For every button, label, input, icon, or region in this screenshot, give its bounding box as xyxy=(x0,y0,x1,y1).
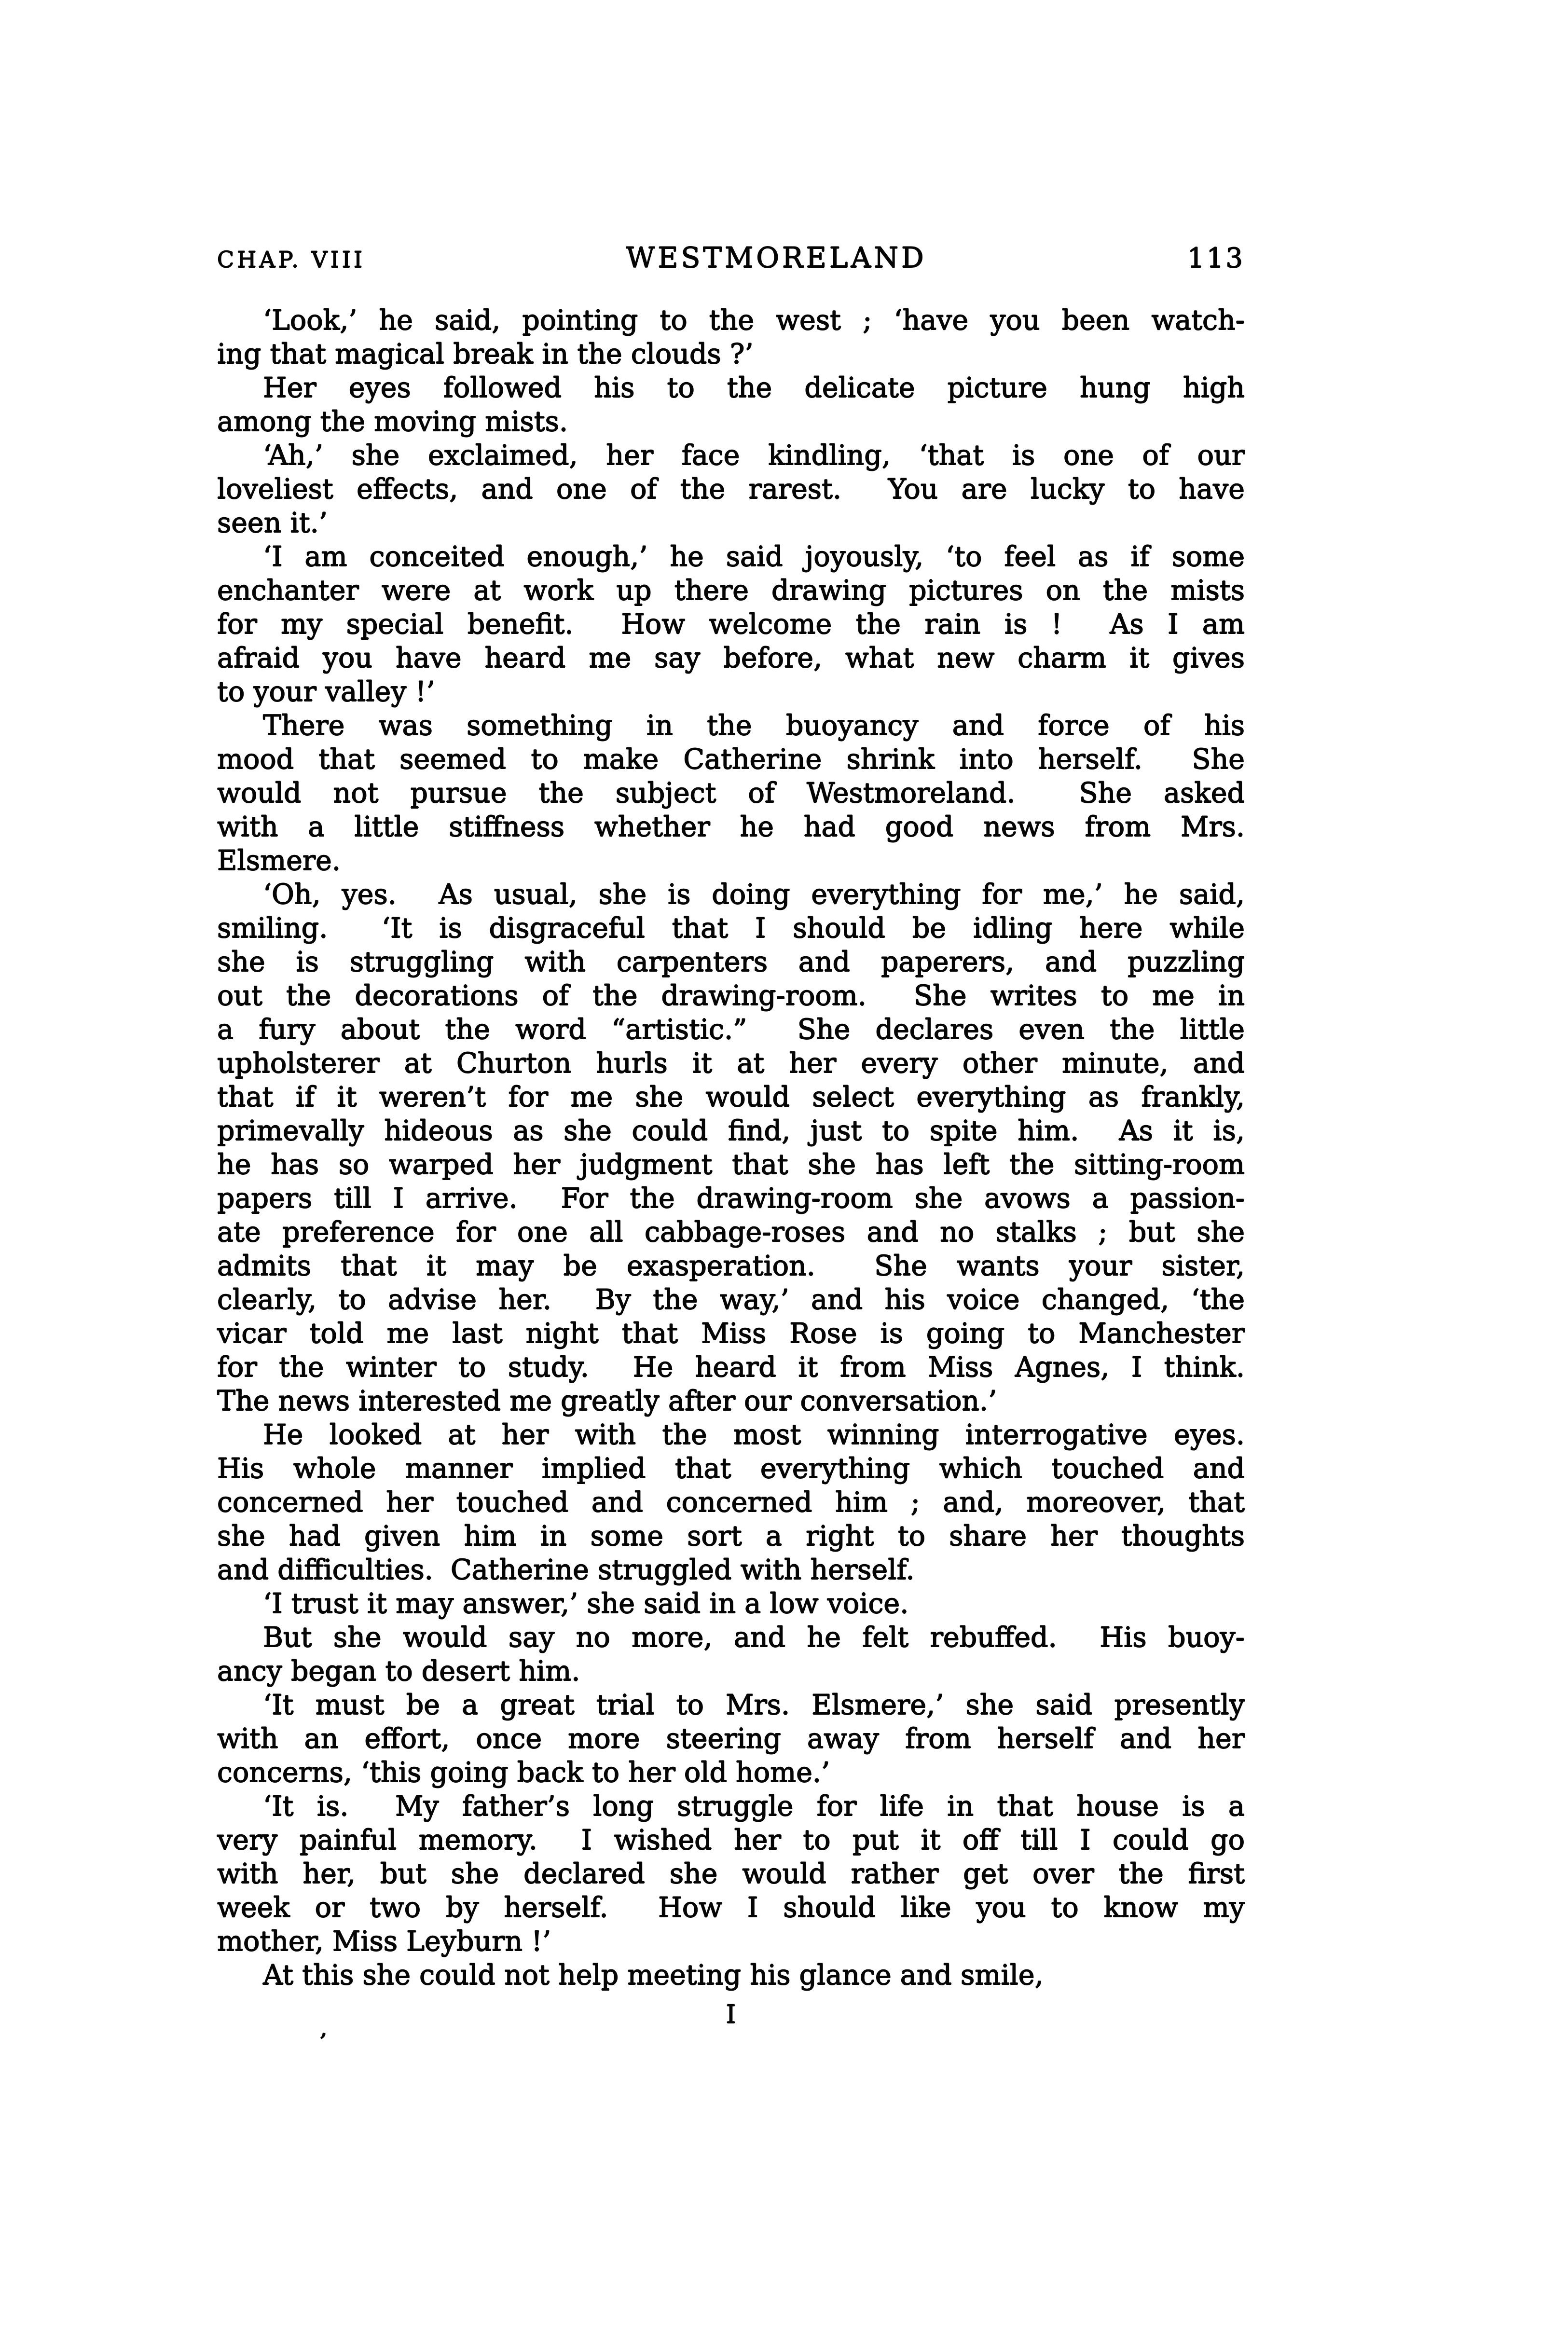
text-line: that if it weren’t for me she would select everything as frankly, xyxy=(217,1081,1245,1113)
text-line: But she would say no more, and he felt rebuffed. His buoy- xyxy=(263,1622,1245,1653)
chapter-label: CHAP. VIII xyxy=(217,247,366,273)
text-line: she had given him in some sort a right to share her thoughts xyxy=(217,1520,1245,1552)
text-line: smiling. ‘It is disgraceful that I should be idling here while xyxy=(217,912,1245,944)
text-line: papers till I arrive. For the drawing-room she avows a passion- xyxy=(217,1183,1245,1214)
text-line: he has so warped her judgment that she has left the sitting-room xyxy=(217,1149,1245,1181)
printer-signature-mark: I xyxy=(726,2000,736,2029)
text-line: and difficulties. Catherine struggled with herself. xyxy=(217,1554,915,1586)
text-line: primevally hideous as she could find, just to spite him. As it is, xyxy=(217,1115,1245,1147)
text-line: ancy began to desert him. xyxy=(217,1655,580,1687)
text-line: for the winter to study. He heard it from Miss Agnes, I think. xyxy=(217,1351,1245,1383)
text-line: ‘It must be a great trial to Mrs. Elsmere,’ she said presently xyxy=(263,1689,1245,1721)
text-line: enchanter were at work up there drawing pictures on the mists xyxy=(217,575,1245,606)
text-line: with an effort, once more steering away from herself and her xyxy=(217,1723,1245,1755)
text-line: He looked at her with the most winning interrogative eyes. xyxy=(263,1419,1245,1451)
text-line: mood that seemed to make Catherine shrink into herself. She xyxy=(217,743,1245,775)
text-line: seen it.’ xyxy=(217,507,328,539)
text-line: very painful memory. I wished her to put it off till I could go xyxy=(217,1824,1245,1856)
text-line: The news interested me greatly after our conversation.’ xyxy=(217,1385,997,1417)
text-line: concerned her touched and concerned him ; and, moreover, that xyxy=(217,1486,1245,1518)
text-line: to your valley !’ xyxy=(217,676,435,708)
text-line: week or two by herself. How I should like you to know my xyxy=(217,1892,1245,1924)
stray-ink-mark: ’ xyxy=(316,2028,328,2056)
text-line: upholsterer at Churton hurls it at her every other minute, and xyxy=(217,1047,1245,1079)
text-line: clearly, to advise her. By the way,’ and his voice changed, ‘the xyxy=(217,1284,1245,1316)
text-line: There was something in the buoyancy and force of his xyxy=(263,710,1245,742)
text-line: ing that magical break in the clouds ?’ xyxy=(217,338,754,370)
text-line: ‘Ah,’ she exclaimed, her face kindling, ‘that is one of our xyxy=(263,440,1245,471)
text-line: ate preference for one all cabbage-roses and no stalks ; but she xyxy=(217,1216,1245,1248)
text-line: Her eyes followed his to the delicate picture hung high xyxy=(263,372,1245,404)
page-header xyxy=(217,241,1245,274)
text-line: out the decorations of the drawing-room. She writes to me in xyxy=(217,980,1245,1012)
page-number: 113 xyxy=(1187,243,1245,274)
text-line: among the moving mists. xyxy=(217,406,568,438)
text-line: she is struggling with carpenters and paperers, and puzzling xyxy=(217,946,1245,978)
text-line: mother, Miss Leyburn !’ xyxy=(217,1926,551,1957)
text-line: a fury about the word “artistic.” She declares even the little xyxy=(217,1014,1245,1045)
text-line: would not pursue the subject of Westmoreland. She asked xyxy=(217,777,1245,809)
text-line: with her, but she declared she would rather get over the first xyxy=(217,1858,1245,1890)
text-line: His whole manner implied that everything which touched and xyxy=(217,1453,1245,1485)
text-block xyxy=(217,303,1245,1992)
text-line: Elsmere. xyxy=(217,845,341,877)
running-title: WESTMORELAND xyxy=(626,241,927,274)
text-line: ‘I trust it may answer,’ she said in a low voice. xyxy=(263,1588,909,1620)
text-line: vicar told me last night that Miss Rose is going to Manchester xyxy=(217,1318,1245,1349)
text-line: ‘Look,’ he said, pointing to the west ; ‘have you been watch- xyxy=(263,304,1245,336)
text-line: At this she could not help meeting his glance and smile, xyxy=(263,1959,1044,1991)
text-line: with a little stiffness whether he had good news from Mrs. xyxy=(217,811,1245,843)
text-line: ‘Oh, yes. As usual, she is doing everything for me,’ he said, xyxy=(263,879,1245,910)
text-line: ‘It is. My father’s long struggle for life in that house is a xyxy=(263,1790,1245,1822)
text-line: for my special benefit. How welcome the rain is ! As I am xyxy=(217,608,1245,640)
text-line: afraid you have heard me say before, what new charm it gives xyxy=(217,642,1245,674)
text-line: ‘I am conceited enough,’ he said joyously, ‘to feel as if some xyxy=(263,541,1245,573)
text-line: concerns, ‘this going back to her old home.’ xyxy=(217,1757,830,1788)
text-line: admits that it may be exasperation. She wants your sister, xyxy=(217,1250,1245,1282)
text-line: loveliest effects, and one of the rarest. You are lucky to have xyxy=(217,473,1245,505)
